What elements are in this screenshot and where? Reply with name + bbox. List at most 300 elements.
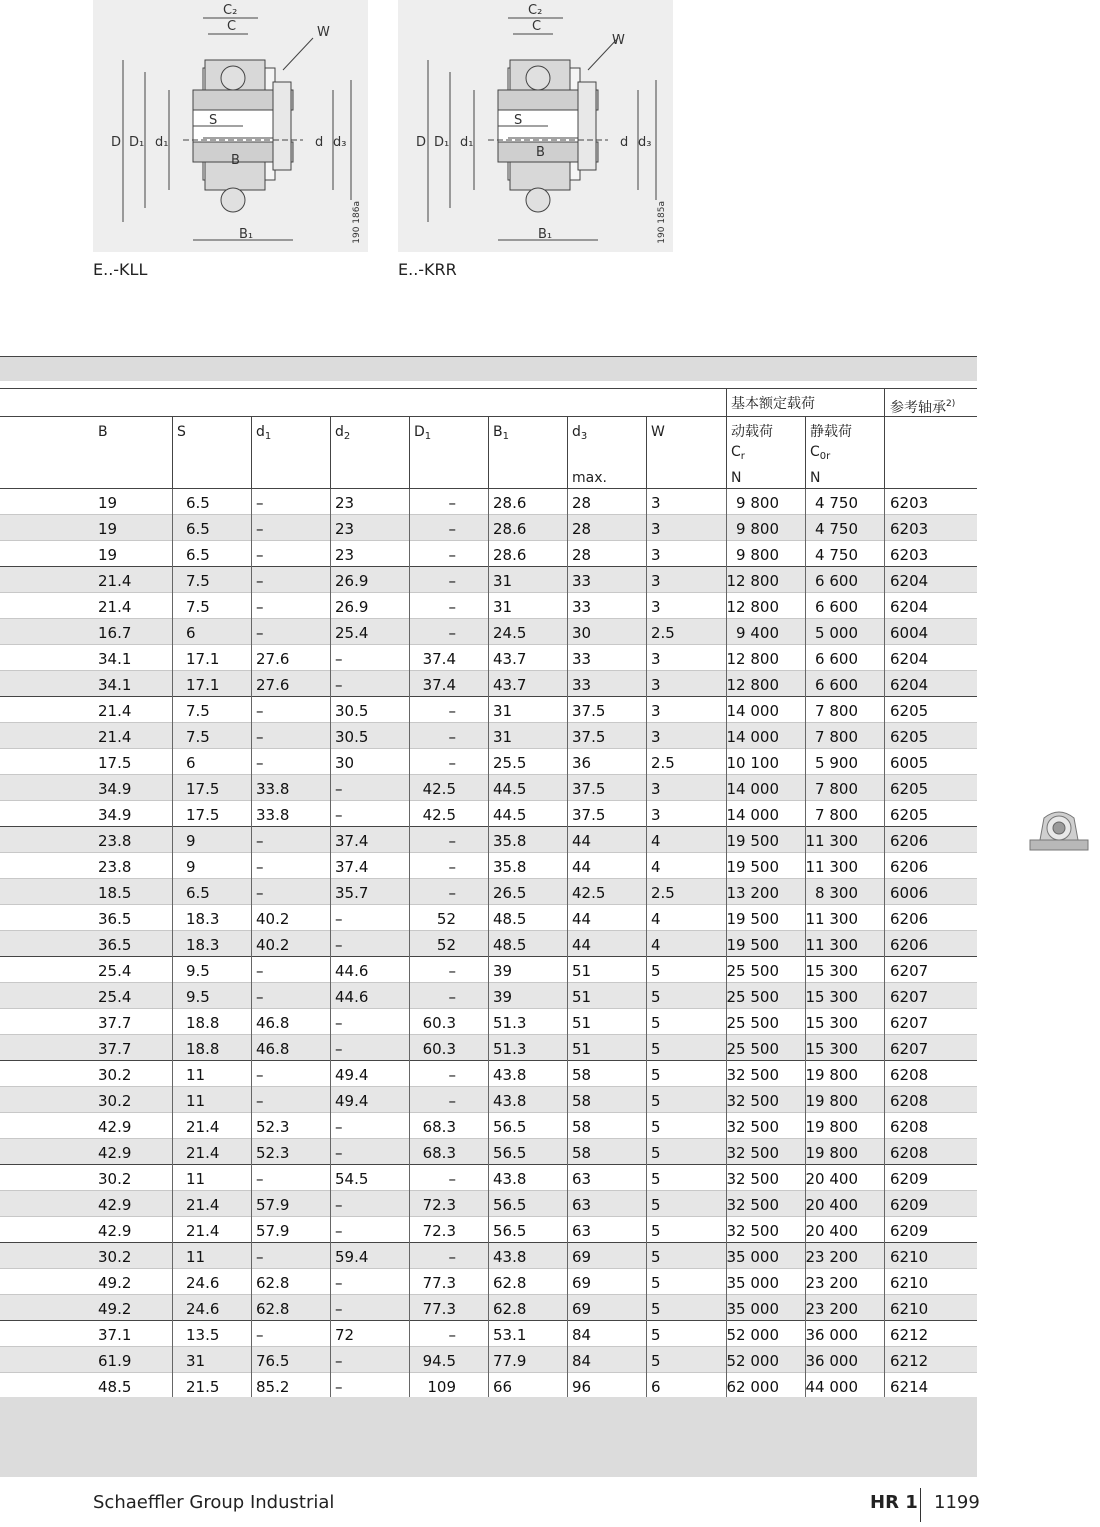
cell-B: 21.4	[98, 572, 132, 590]
cell-c0r: 19 800	[805, 1118, 858, 1136]
cell-d3: 58	[572, 1066, 592, 1084]
cell-d2: 44.6	[335, 962, 369, 980]
label-S: S	[209, 113, 218, 128]
cell-ref: 6205	[890, 728, 929, 746]
cell-W: 5	[651, 1326, 661, 1344]
cell-d2: –	[335, 676, 343, 694]
cell-W: 5	[651, 1274, 661, 1292]
header-cr-unit: N	[731, 470, 742, 486]
column-divider	[646, 489, 647, 1399]
cell-S: 18.3	[186, 936, 220, 954]
cell-B: 30.2	[98, 1170, 132, 1188]
cell-W: 3	[651, 676, 661, 694]
cell-D1: 72.3	[422, 1196, 456, 1214]
cell-ref: 6208	[890, 1144, 929, 1162]
cell-D1: 68.3	[422, 1118, 456, 1136]
cell-d2: 72	[335, 1326, 355, 1344]
cell-d2: –	[335, 1040, 343, 1058]
cell-W: 5	[651, 1092, 661, 1110]
cell-B1: 48.5	[493, 936, 527, 954]
cell-B: 36.5	[98, 936, 132, 954]
cell-c0r: 36 000	[805, 1352, 858, 1370]
cell-W: 5	[651, 988, 661, 1006]
cell-S: 17.5	[186, 780, 220, 798]
label-c: C	[227, 19, 237, 34]
cell-d3: 33	[572, 650, 592, 668]
cell-W: 3	[651, 780, 661, 798]
table-rule	[0, 388, 977, 389]
cell-cr: 9 800	[736, 494, 779, 512]
cell-d1: –	[256, 1326, 264, 1344]
cell-d1: 57.9	[256, 1196, 290, 1214]
header-S: S	[177, 424, 186, 440]
cell-D1: –	[448, 1066, 456, 1084]
cell-ref: 6212	[890, 1326, 929, 1344]
cell-B: 49.2	[98, 1274, 132, 1292]
cell-ref: 6205	[890, 702, 929, 720]
cell-c0r: 4 750	[815, 520, 858, 538]
cell-d2: –	[335, 1352, 343, 1370]
cell-B: 42.9	[98, 1118, 132, 1136]
cell-d2: 35.7	[335, 884, 369, 902]
label-d: d	[315, 135, 324, 150]
label-d3: d₃	[638, 135, 652, 150]
cell-S: 11	[186, 1092, 206, 1110]
figure-kll	[93, 0, 368, 252]
cell-d2: 37.4	[335, 832, 369, 850]
cell-d3: 37.5	[572, 702, 606, 720]
cell-B1: 39	[493, 988, 513, 1006]
cell-ref: 6214	[890, 1378, 929, 1396]
cell-ref: 6204	[890, 598, 929, 616]
cell-c0r: 20 400	[805, 1196, 858, 1214]
cell-cr: 35 000	[726, 1300, 779, 1318]
cell-c0r: 7 800	[815, 702, 858, 720]
cell-d3: 84	[572, 1352, 592, 1370]
header-d3-note: max.	[572, 470, 607, 486]
cell-d3: 44	[572, 858, 592, 876]
cell-d1: –	[256, 494, 264, 512]
cell-ref: 6205	[890, 806, 929, 824]
header-c0r-symbol: $C_{0r}$	[810, 444, 831, 462]
cell-cr: 32 500	[726, 1170, 779, 1188]
cell-cr: 25 500	[726, 1014, 779, 1032]
cell-ref: 6206	[890, 936, 929, 954]
cell-D1: 52	[436, 910, 456, 928]
cell-D1: –	[448, 962, 456, 980]
cell-d2: 26.9	[335, 598, 369, 616]
cell-B1: 48.5	[493, 910, 527, 928]
cell-d2: –	[335, 910, 343, 928]
header-cr-label: 动载荷	[731, 424, 773, 440]
header-B: B	[98, 424, 108, 440]
cell-c0r: 5 900	[815, 754, 858, 772]
cell-d1: 62.8	[256, 1300, 290, 1318]
cell-c0r: 19 800	[805, 1066, 858, 1084]
cell-D1: 109	[427, 1378, 456, 1396]
cell-S: 7.5	[186, 702, 210, 720]
cell-W: 6	[651, 1378, 661, 1396]
header-divider	[172, 416, 173, 488]
cell-D1: 72.3	[422, 1222, 456, 1240]
cell-c0r: 6 600	[815, 676, 858, 694]
cell-c0r: 23 200	[805, 1274, 858, 1292]
cell-S: 13.5	[186, 1326, 220, 1344]
cell-cr: 32 500	[726, 1222, 779, 1240]
cell-c0r: 6 600	[815, 598, 858, 616]
cell-D1: 77.3	[422, 1300, 456, 1318]
cell-W: 5	[651, 1170, 661, 1188]
cell-cr: 14 000	[726, 806, 779, 824]
cell-B1: 62.8	[493, 1274, 527, 1292]
cell-W: 3	[651, 650, 661, 668]
cell-d2: –	[335, 1144, 343, 1162]
cell-S: 6	[186, 624, 196, 642]
cell-d3: 28	[572, 494, 592, 512]
cell-B1: 35.8	[493, 832, 527, 850]
cell-d2: 59.4	[335, 1248, 369, 1266]
cell-B1: 51.3	[493, 1014, 527, 1032]
cell-B1: 43.7	[493, 650, 527, 668]
cell-ref: 6210	[890, 1248, 929, 1266]
cell-d1: –	[256, 858, 264, 876]
cell-W: 5	[651, 1352, 661, 1370]
cell-B1: 35.8	[493, 858, 527, 876]
cell-B: 34.1	[98, 650, 132, 668]
footer-publisher: Schaeffler Group Industrial	[93, 1492, 335, 1513]
cell-B1: 56.5	[493, 1196, 527, 1214]
cell-B: 48.5	[98, 1378, 132, 1396]
cell-ref: 6205	[890, 780, 929, 798]
cell-cr: 19 500	[726, 910, 779, 928]
cell-B1: 53.1	[493, 1326, 527, 1344]
cell-cr: 12 800	[726, 572, 779, 590]
cell-S: 11	[186, 1170, 206, 1188]
cell-W: 5	[651, 1248, 661, 1266]
cell-W: 5	[651, 1118, 661, 1136]
cell-d2: –	[335, 650, 343, 668]
cell-d3: 28	[572, 546, 592, 564]
cell-ref: 6204	[890, 676, 929, 694]
cell-W: 5	[651, 1196, 661, 1214]
cell-d1: –	[256, 598, 264, 616]
cell-B1: 77.9	[493, 1352, 527, 1370]
cell-ref: 6208	[890, 1066, 929, 1084]
cell-D1: –	[448, 598, 456, 616]
cell-W: 3	[651, 520, 661, 538]
cell-B: 18.5	[98, 884, 132, 902]
cell-ref: 6208	[890, 1092, 929, 1110]
cell-B: 21.4	[98, 598, 132, 616]
cell-cr: 19 500	[726, 832, 779, 850]
cell-B: 19	[98, 520, 118, 538]
cell-d1: –	[256, 962, 264, 980]
cell-B1: 66	[493, 1378, 513, 1396]
cell-S: 21.4	[186, 1196, 220, 1214]
cell-c0r: 6 600	[815, 650, 858, 668]
cell-c0r: 7 800	[815, 780, 858, 798]
cell-B1: 43.8	[493, 1248, 527, 1266]
cell-d1: 85.2	[256, 1378, 290, 1396]
cell-d3: 96	[572, 1378, 592, 1396]
label-d: d	[620, 135, 629, 150]
cell-ref: 6209	[890, 1170, 929, 1188]
cell-S: 18.3	[186, 910, 220, 928]
cell-d3: 42.5	[572, 884, 606, 902]
cell-cr: 25 500	[726, 962, 779, 980]
cell-ref: 6206	[890, 910, 929, 928]
cell-d2: –	[335, 1300, 343, 1318]
cell-cr: 12 800	[726, 676, 779, 694]
cell-W: 3	[651, 806, 661, 824]
cell-W: 2.5	[651, 624, 675, 642]
label-B1: B₁	[239, 227, 254, 242]
cell-c0r: 15 300	[805, 1014, 858, 1032]
footer-separator	[920, 1488, 921, 1522]
cell-cr: 19 500	[726, 936, 779, 954]
cell-B1: 31	[493, 572, 513, 590]
cell-d3: 44	[572, 832, 592, 850]
cell-cr: 9 800	[736, 546, 779, 564]
cell-ref: 6207	[890, 962, 929, 980]
cell-B1: 43.8	[493, 1066, 527, 1084]
cell-cr: 14 000	[726, 728, 779, 746]
cell-c0r: 15 300	[805, 988, 858, 1006]
cell-W: 4	[651, 910, 661, 928]
cell-d1: 46.8	[256, 1014, 290, 1032]
cell-B: 23.8	[98, 832, 132, 850]
cell-c0r: 19 800	[805, 1144, 858, 1162]
label-c2: C₂	[223, 3, 238, 18]
header-divider	[488, 416, 489, 488]
cell-S: 6.5	[186, 546, 210, 564]
column-divider	[172, 489, 173, 1399]
cell-D1: 37.4	[422, 676, 456, 694]
cell-B: 49.2	[98, 1300, 132, 1318]
cell-d2: 23	[335, 546, 355, 564]
cell-S: 9.5	[186, 988, 210, 1006]
cell-ref: 6209	[890, 1222, 929, 1240]
cell-B1: 62.8	[493, 1300, 527, 1318]
cell-D1: 42.5	[422, 780, 456, 798]
cell-c0r: 5 000	[815, 624, 858, 642]
cell-d3: 36	[572, 754, 592, 772]
header-d2: $d_2$	[335, 424, 351, 442]
cell-d3: 69	[572, 1274, 592, 1292]
cell-D1: –	[448, 858, 456, 876]
cell-d2: 30.5	[335, 702, 369, 720]
cell-D1: –	[448, 572, 456, 590]
cell-c0r: 8 300	[815, 884, 858, 902]
cell-d3: 44	[572, 936, 592, 954]
cell-c0r: 44 000	[805, 1378, 858, 1396]
cell-c0r: 11 300	[805, 858, 858, 876]
cell-d3: 63	[572, 1196, 592, 1214]
table-title-band	[0, 357, 977, 381]
cell-B1: 43.7	[493, 676, 527, 694]
cell-c0r: 15 300	[805, 962, 858, 980]
table-bottom-band	[0, 1397, 977, 1477]
cell-ref: 6203	[890, 520, 929, 538]
cell-cr: 12 800	[726, 650, 779, 668]
cell-B1: 44.5	[493, 780, 527, 798]
cell-B1: 51.3	[493, 1040, 527, 1058]
cell-S: 21.4	[186, 1118, 220, 1136]
cell-d1: 40.2	[256, 936, 290, 954]
cell-d2: –	[335, 1196, 343, 1214]
cell-D1: 77.3	[422, 1274, 456, 1292]
cell-d1: –	[256, 1248, 264, 1266]
cell-c0r: 19 800	[805, 1092, 858, 1110]
figure-code: 190 186a	[352, 201, 362, 244]
header-divider	[409, 416, 410, 488]
cell-d2: –	[335, 1118, 343, 1136]
label-B: B	[536, 145, 545, 160]
header-W: W	[651, 424, 665, 440]
label-D1: D₁	[129, 135, 145, 150]
header-c0r-label: 静载荷	[810, 424, 852, 440]
label-B1: B₁	[538, 227, 553, 242]
column-divider	[884, 489, 885, 1399]
cell-d1: –	[256, 1170, 264, 1188]
cell-d3: 37.5	[572, 806, 606, 824]
cell-d1: 27.6	[256, 676, 290, 694]
cell-W: 4	[651, 936, 661, 954]
cell-d1: –	[256, 702, 264, 720]
cell-D1: 94.5	[422, 1352, 456, 1370]
cell-B: 19	[98, 494, 118, 512]
bearing-drawing-krr	[398, 0, 673, 252]
header-cr-symbol: $C_r$	[731, 444, 745, 462]
cell-W: 3	[651, 572, 661, 590]
cell-B1: 39	[493, 962, 513, 980]
cell-S: 9	[186, 832, 196, 850]
cell-d1: 52.3	[256, 1118, 290, 1136]
cell-d2: –	[335, 1222, 343, 1240]
cell-c0r: 11 300	[805, 910, 858, 928]
cell-d1: –	[256, 728, 264, 746]
cell-B: 21.4	[98, 702, 132, 720]
page-number: 1199	[934, 1492, 980, 1513]
cell-D1: –	[448, 1092, 456, 1110]
cell-S: 6.5	[186, 494, 210, 512]
cell-cr: 52 000	[726, 1352, 779, 1370]
cell-ref: 6005	[890, 754, 929, 772]
cell-d1: 40.2	[256, 910, 290, 928]
cell-d1: –	[256, 520, 264, 538]
figure-caption-krr: E..-KRR	[398, 260, 457, 279]
cell-B1: 28.6	[493, 546, 527, 564]
column-divider	[251, 489, 252, 1399]
cell-d3: 44	[572, 910, 592, 928]
cell-d3: 37.5	[572, 728, 606, 746]
figure-krr	[398, 0, 673, 252]
cell-d2: 37.4	[335, 858, 369, 876]
cell-cr: 32 500	[726, 1144, 779, 1162]
cell-cr: 14 000	[726, 780, 779, 798]
cell-d3: 33	[572, 598, 592, 616]
cell-B: 30.2	[98, 1066, 132, 1084]
label-B: B	[231, 153, 240, 168]
cell-cr: 32 500	[726, 1118, 779, 1136]
cell-d1: –	[256, 754, 264, 772]
header-D1: $D_1$	[414, 424, 432, 442]
cell-c0r: 4 750	[815, 494, 858, 512]
cell-B: 19	[98, 546, 118, 564]
cell-B1: 28.6	[493, 520, 527, 538]
figure-caption-kll: E..-KLL	[93, 260, 148, 279]
cell-B: 25.4	[98, 988, 132, 1006]
cell-d2: 49.4	[335, 1066, 369, 1084]
cell-D1: 37.4	[422, 650, 456, 668]
label-w: W	[612, 33, 625, 48]
header-d3: $d_3$	[572, 424, 588, 442]
cell-S: 21.5	[186, 1378, 220, 1396]
cell-cr: 52 000	[726, 1326, 779, 1344]
cell-d3: 63	[572, 1222, 592, 1240]
cell-d3: 51	[572, 962, 592, 980]
cell-D1: 42.5	[422, 806, 456, 824]
cell-D1: –	[448, 1170, 456, 1188]
cell-ref: 6204	[890, 572, 929, 590]
cell-B1: 25.5	[493, 754, 527, 772]
cell-B: 42.9	[98, 1144, 132, 1162]
cell-d2: 49.4	[335, 1092, 369, 1110]
cell-cr: 25 500	[726, 988, 779, 1006]
cell-B1: 43.8	[493, 1092, 527, 1110]
cell-ref: 6004	[890, 624, 929, 642]
cell-d1: 52.3	[256, 1144, 290, 1162]
cell-D1: 60.3	[422, 1014, 456, 1032]
cell-D1: –	[448, 702, 456, 720]
cell-B: 30.2	[98, 1092, 132, 1110]
header-divider	[330, 416, 331, 488]
cell-c0r: 15 300	[805, 1040, 858, 1058]
cell-cr: 10 100	[726, 754, 779, 772]
cell-d3: 51	[572, 988, 592, 1006]
cell-W: 5	[651, 1222, 661, 1240]
cell-ref: 6207	[890, 988, 929, 1006]
cell-d1: –	[256, 1066, 264, 1084]
cell-B: 61.9	[98, 1352, 132, 1370]
cell-ref: 6203	[890, 494, 929, 512]
cell-d3: 33	[572, 676, 592, 694]
cell-B: 42.9	[98, 1222, 132, 1240]
cell-d3: 84	[572, 1326, 592, 1344]
cell-d3: 51	[572, 1014, 592, 1032]
header-divider	[567, 416, 568, 488]
cell-cr: 12 800	[726, 598, 779, 616]
cell-d3: 30	[572, 624, 592, 642]
cell-B1: 24.5	[493, 624, 527, 642]
cell-B1: 56.5	[493, 1144, 527, 1162]
cell-S: 6	[186, 754, 196, 772]
column-divider	[330, 489, 331, 1399]
cell-cr: 35 000	[726, 1248, 779, 1266]
column-divider	[409, 489, 410, 1399]
cell-D1: –	[448, 520, 456, 538]
cell-W: 5	[651, 1066, 661, 1084]
header-B1: $B_1$	[493, 424, 509, 442]
cell-B: 30.2	[98, 1248, 132, 1266]
cell-B: 34.1	[98, 676, 132, 694]
cell-d2: 23	[335, 520, 355, 538]
cell-W: 3	[651, 702, 661, 720]
cell-D1: –	[448, 546, 456, 564]
cell-B1: 31	[493, 702, 513, 720]
label-D: D	[111, 135, 122, 150]
cell-ref: 6207	[890, 1014, 929, 1032]
